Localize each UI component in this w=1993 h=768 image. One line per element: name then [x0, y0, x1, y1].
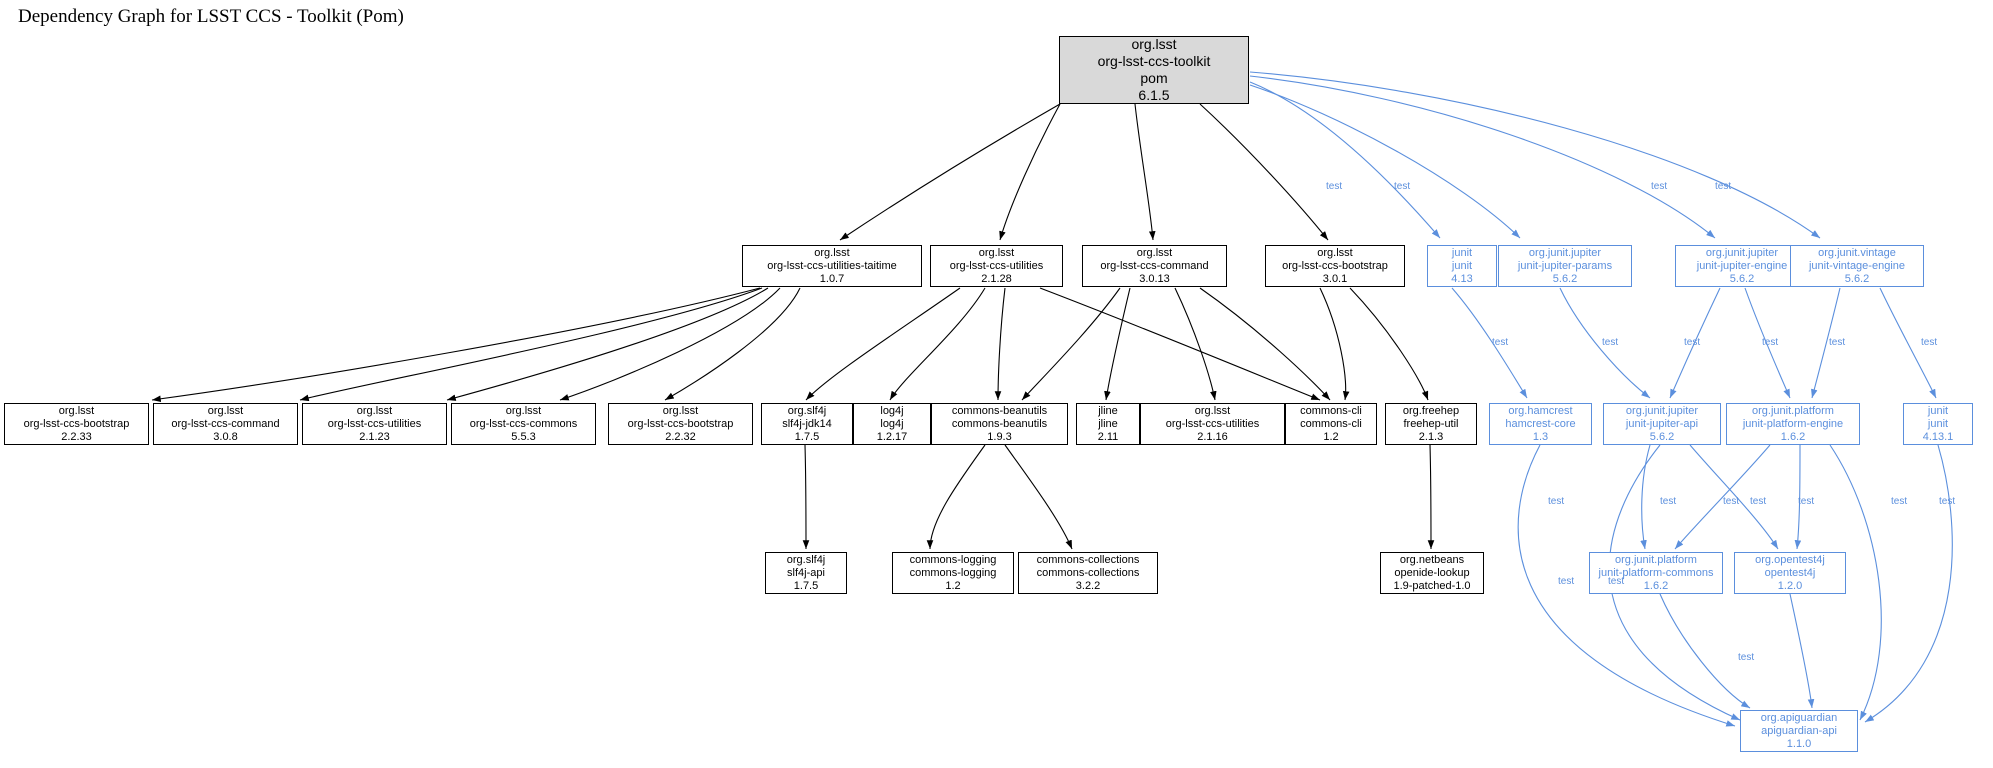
node-line: 5.6.2: [1649, 430, 1675, 443]
node-line: org-lsst-ccs-commons: [469, 417, 578, 430]
node-line: org.junit.platform: [1615, 553, 1697, 566]
node-line: 2.1.28: [981, 272, 1012, 285]
graph-node-freehep-util[interactable]: [1385, 403, 1477, 445]
edge-label-test: test: [1921, 337, 1938, 348]
node-line: commons-collections: [1036, 566, 1140, 579]
node-line: freehep-util: [1403, 417, 1459, 430]
node-line: junit-jupiter-api: [1625, 417, 1699, 430]
test-edges: [1250, 72, 1952, 726]
edge-label-test: test: [1762, 337, 1779, 348]
graph-node-slf4j-jdk14[interactable]: [761, 403, 853, 445]
node-line: org-lsst-ccs-utilities: [1165, 417, 1260, 430]
node-line: org.junit.jupiter: [1625, 404, 1699, 417]
node-line: log4j: [880, 417, 904, 430]
graph-node-junit-vintage-engine[interactable]: [1790, 245, 1924, 287]
node-line: opentest4j: [1764, 566, 1816, 579]
edge-label-test: test: [1939, 496, 1956, 507]
node-line: junit-jupiter-engine: [1696, 259, 1788, 272]
node-line: 3.0.8: [213, 430, 238, 443]
edge-label-test: test: [1558, 576, 1575, 587]
edge-label-test: test: [1394, 181, 1411, 192]
graph-node-ccs-bootstrap-301[interactable]: [1265, 245, 1405, 287]
node-line: org.lsst: [1317, 246, 1353, 259]
edge-label-test: test: [1723, 496, 1740, 507]
compile-edges: [152, 104, 1431, 549]
edge-label-test: test: [1602, 337, 1619, 348]
edge-label-test: test: [1548, 496, 1565, 507]
node-line: org-lsst-ccs-bootstrap: [23, 417, 130, 430]
graph-node-commons-collections[interactable]: [1018, 552, 1158, 594]
node-line: 2.1.16: [1197, 430, 1228, 443]
node-line: jline: [1098, 404, 1118, 417]
edge-label-test: test: [1492, 337, 1509, 348]
node-line: 5.6.2: [1844, 272, 1870, 285]
graph-node-junit-platform-engine[interactable]: [1726, 403, 1860, 445]
node-line: 1.9.3: [987, 430, 1012, 443]
node-line: 4.13: [1451, 272, 1473, 285]
node-line: org.lsst: [662, 404, 699, 417]
edge-label-test: test: [1326, 181, 1343, 192]
node-line: junit: [1927, 417, 1949, 430]
graph-node-jline[interactable]: [1076, 403, 1140, 445]
node-line: 2.1.3: [1418, 430, 1444, 443]
node-line: commons-logging: [909, 553, 997, 566]
node-line: commons-beanutils: [951, 417, 1048, 430]
node-line: org-lsst-ccs-command: [1100, 259, 1209, 272]
edge-label-test: test: [1715, 181, 1732, 192]
node-line: org.lsst: [356, 404, 393, 417]
page-title: Dependency Graph for LSST CCS - Toolkit (Pom): [18, 6, 404, 27]
graph-node-commons-beanutils[interactable]: [931, 403, 1068, 445]
node-line: openide-lookup: [1394, 566, 1470, 579]
edge-label-test: test: [1608, 576, 1625, 587]
graph-node-hamcrest-core[interactable]: [1489, 403, 1592, 445]
node-line: 3.0.13: [1139, 272, 1170, 285]
node-line: 1.6.2: [1643, 579, 1669, 592]
node-line: 2.1.23: [359, 430, 390, 443]
node-line: jline: [1098, 417, 1118, 430]
node-line: org-lsst-ccs-utilities: [327, 417, 422, 430]
node-line: commons-collections: [1036, 553, 1140, 566]
node-line: 1.9-patched-1.0: [1393, 579, 1471, 592]
node-line: slf4j-jdk14: [782, 417, 832, 430]
node-line: 3.2.2: [1075, 579, 1101, 592]
node-line: 5.6.2: [1729, 272, 1755, 285]
node-line: 2.11: [1097, 430, 1119, 443]
node-line: org.freehep: [1402, 404, 1460, 417]
node-line: org-lsst-ccs-bootstrap: [1282, 259, 1388, 272]
edge-label-test: test: [1651, 181, 1668, 192]
node-line: org.lsst: [1131, 36, 1177, 52]
graph-node-junit-jupiter-api[interactable]: [1603, 403, 1721, 445]
graph-node-root[interactable]: [1059, 36, 1249, 104]
node-line: commons-cli: [1300, 417, 1362, 430]
node-line: org.junit.jupiter: [1528, 246, 1602, 259]
node-line: 4.13.1: [1922, 430, 1954, 443]
node-line: 1.2: [945, 579, 961, 592]
graph-node-slf4j-api[interactable]: [765, 552, 847, 594]
node-line: 1.7.5: [793, 579, 819, 592]
node-line: org.lsst: [978, 246, 1015, 259]
node-line: junit: [1451, 259, 1473, 272]
graph-node-opentest4j[interactable]: [1734, 552, 1846, 594]
node-line: org-lsst-ccs-utilities: [949, 259, 1044, 272]
node-line: 1.3: [1532, 430, 1549, 443]
node-line: 1.2.0: [1777, 579, 1803, 592]
node-line: org.slf4j: [787, 404, 827, 417]
node-line: pom: [1140, 70, 1168, 86]
edge-label-test: test: [1829, 337, 1846, 348]
graph-node-ccs-command[interactable]: [1082, 245, 1227, 287]
edge-label-test: test: [1660, 496, 1677, 507]
graph-node-bootstrap-2232[interactable]: [608, 403, 753, 445]
node-line: org.junit.vintage: [1818, 246, 1896, 259]
graph-node-commons-logging[interactable]: [892, 552, 1014, 594]
graph-node-utilities-taitime[interactable]: [742, 245, 922, 287]
node-line: 3.0.1: [1322, 272, 1348, 285]
graph-node-ccs-utilities[interactable]: [930, 245, 1063, 287]
node-line: commons-logging: [909, 566, 997, 579]
node-line: org.lsst: [1194, 404, 1231, 417]
node-line: org.lsst: [58, 404, 95, 417]
graph-node-utilities-2116[interactable]: [1140, 403, 1285, 445]
node-line: org-lsst-ccs-command: [171, 417, 280, 430]
edge-label-test: test: [1798, 496, 1815, 507]
node-line: 6.1.5: [1138, 87, 1170, 103]
node-line: hamcrest-core: [1505, 417, 1576, 430]
node-line: junit-jupiter-params: [1517, 259, 1613, 272]
node-line: org-lsst-ccs-toolkit: [1097, 53, 1211, 69]
node-line: org.junit.jupiter: [1705, 246, 1779, 259]
node-line: org.hamcrest: [1508, 404, 1573, 417]
graph-node-openide-lookup[interactable]: [1380, 552, 1484, 594]
node-line: org.netbeans: [1399, 553, 1465, 566]
edge-label-test: test: [1750, 496, 1767, 507]
node-line: junit-platform-engine: [1742, 417, 1844, 430]
node-line: 1.1.0: [1786, 737, 1812, 750]
node-line: junit: [1927, 404, 1949, 417]
graph-node-junit-4131[interactable]: [1903, 403, 1973, 445]
node-line: 5.5.3: [511, 430, 536, 443]
node-line: org.lsst: [505, 404, 542, 417]
graph-node-junit-jupiter-engine[interactable]: [1675, 245, 1809, 287]
node-line: org.junit.platform: [1752, 404, 1834, 417]
node-line: 2.2.33: [61, 430, 92, 443]
node-line: org.lsst: [814, 246, 850, 259]
node-line: org.apiguardian: [1760, 711, 1838, 724]
graph-node-command-308[interactable]: [153, 403, 298, 445]
graph-node-commons-553[interactable]: [451, 403, 596, 445]
node-line: log4j: [880, 404, 904, 417]
edge-label-test: test: [1738, 652, 1755, 663]
node-line: 2.2.32: [665, 430, 696, 443]
node-line: 1.6.2: [1780, 430, 1806, 443]
graph-node-utilities-2123[interactable]: [302, 403, 447, 445]
node-line: 5.6.2: [1552, 272, 1578, 285]
node-line: junit-platform-commons: [1598, 566, 1714, 579]
edge-label-test: test: [1684, 337, 1701, 348]
edge-label-test: test: [1891, 496, 1908, 507]
node-line: junit-vintage-engine: [1808, 259, 1905, 272]
node-line: slf4j-api: [787, 566, 825, 579]
node-line: org-lsst-ccs-utilities-taitime: [767, 259, 897, 272]
graph-node-junit-jupiter-params[interactable]: [1498, 245, 1632, 287]
node-line: 1.0.7: [819, 272, 845, 285]
node-line: org.opentest4j: [1755, 553, 1825, 566]
node-line: 1.7.5: [794, 430, 820, 443]
node-line: org.slf4j: [786, 553, 826, 566]
node-line: org.lsst: [1136, 246, 1173, 259]
graph-node-junit-413[interactable]: [1427, 245, 1497, 287]
node-line: org-lsst-ccs-bootstrap: [627, 417, 734, 430]
graph-node-junit-platform-commons[interactable]: [1589, 552, 1723, 594]
node-line: apiguardian-api: [1761, 724, 1837, 737]
node-line: 1.2: [1323, 430, 1339, 443]
graph-node-commons-cli[interactable]: [1285, 403, 1377, 445]
graph-node-bootstrap-2233[interactable]: [4, 403, 149, 445]
node-line: 1.2.17: [876, 430, 908, 443]
graph-node-log4j[interactable]: [853, 403, 931, 445]
graph-node-apiguardian-api[interactable]: [1740, 710, 1858, 752]
node-line: org.lsst: [207, 404, 244, 417]
node-line: junit: [1451, 246, 1473, 259]
node-line: commons-beanutils: [951, 404, 1048, 417]
node-line: commons-cli: [1300, 404, 1362, 417]
